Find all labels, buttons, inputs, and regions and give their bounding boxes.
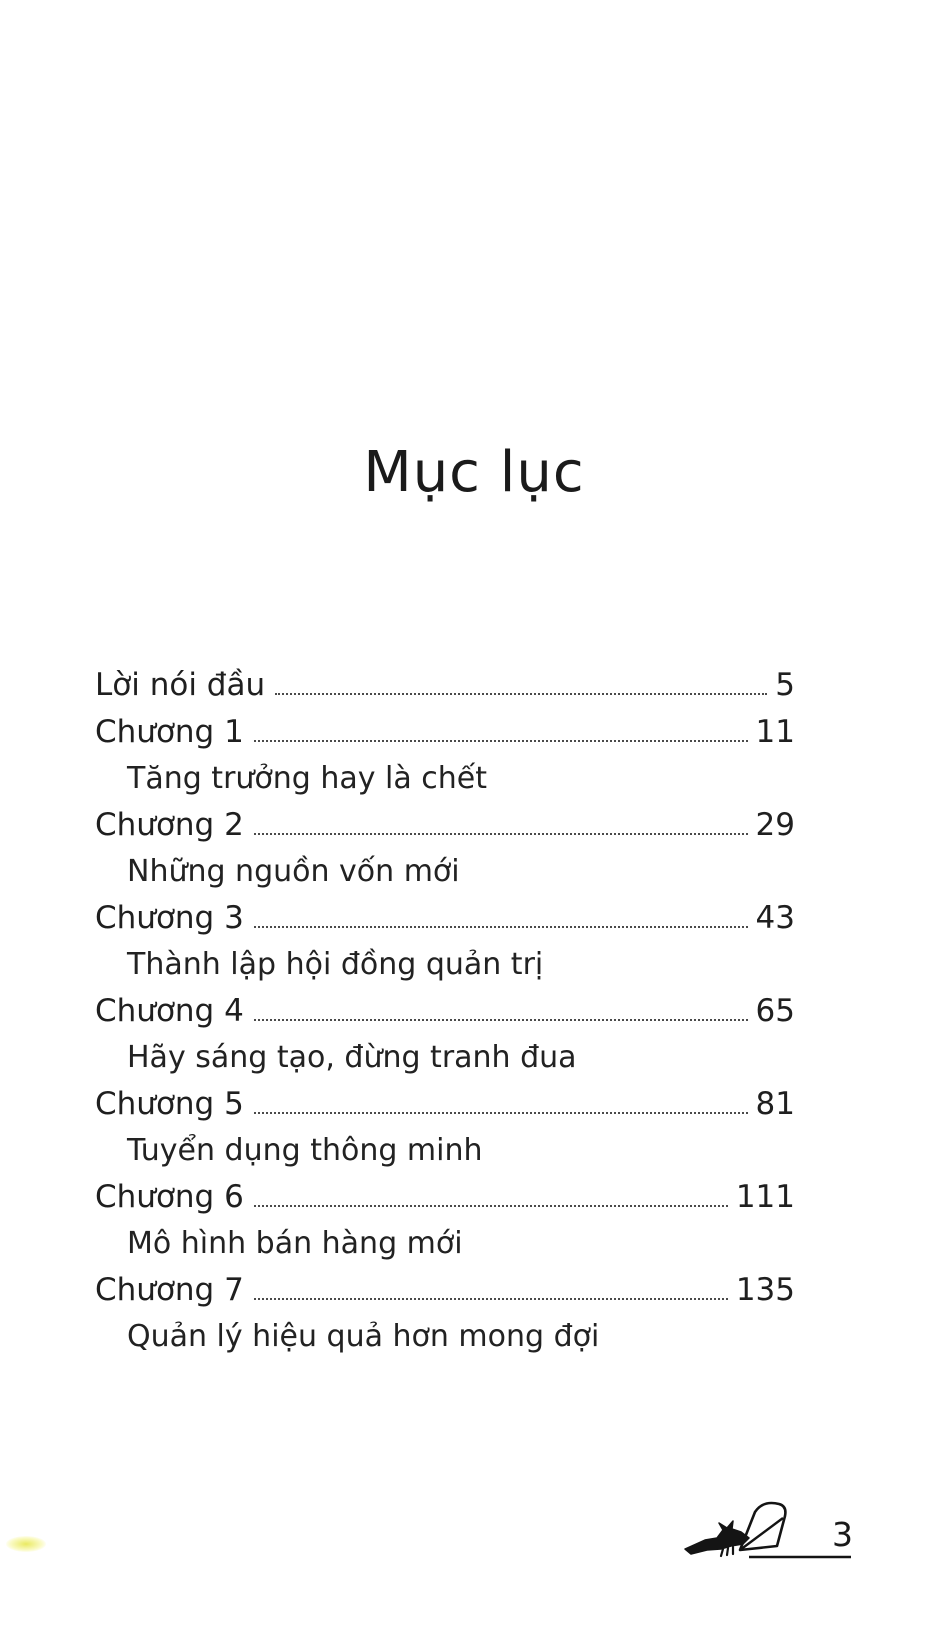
dot-leader [254, 1205, 728, 1207]
toc-entry-label: Chương 4 [95, 992, 244, 1029]
toc-entry-page: 81 [755, 1085, 795, 1122]
dot-leader [275, 693, 767, 695]
toc-entry [95, 1174, 795, 1221]
toc-entry-subtitle: Thành lập hội đồng quản trị [127, 946, 544, 982]
page-number: 3 [832, 1515, 853, 1554]
toc-entry-label: Lời nói đầu [95, 667, 266, 704]
toc-entry [95, 895, 795, 942]
dot-leader [254, 833, 748, 835]
toc-entry-label: Chương 2 [95, 806, 244, 843]
toc-entry [95, 709, 795, 756]
bird-with-kite-ornament-icon [683, 1492, 853, 1564]
page-footer [683, 1492, 853, 1564]
toc-entry-label: Chương 7 [95, 1271, 244, 1308]
toc-entry-subtitle: Tăng trưởng hay là chết [127, 760, 488, 796]
toc-entry-subtitle: Mô hình bán hàng mới [127, 1225, 463, 1261]
toc-entry-label: Chương 3 [95, 899, 244, 936]
toc-entry-label: Chương 1 [95, 713, 244, 750]
page-title: Mục lục [363, 440, 585, 505]
toc-entry-subtitle: Tuyển dụng thông minh [127, 1132, 483, 1168]
toc-entry-subtitle: Quản lý hiệu quả hơn mong đợi [127, 1318, 600, 1354]
toc-entry-page: 111 [735, 1178, 795, 1215]
dot-leader [254, 1112, 748, 1114]
dot-leader [254, 1298, 728, 1300]
toc-entry-page: 65 [755, 992, 795, 1029]
toc-entry-page: 29 [755, 806, 795, 843]
toc-entry-label: Chương 6 [95, 1178, 244, 1215]
toc-entry [95, 802, 795, 849]
toc-entry-page: 135 [735, 1271, 795, 1308]
toc-entry-page: 5 [775, 667, 795, 704]
dot-leader [254, 1019, 748, 1021]
toc-entry-subtitle: Những nguồn vốn mới [127, 853, 460, 889]
dot-leader [254, 740, 748, 742]
toc-entry [95, 662, 795, 709]
toc-entry [95, 988, 795, 1035]
dot-leader [254, 926, 748, 928]
toc-entry-page: 11 [755, 713, 795, 750]
table-of-contents [95, 662, 795, 1360]
toc-entry [95, 1081, 795, 1128]
toc-entry [95, 1267, 795, 1314]
toc-entry-label: Chương 5 [95, 1085, 244, 1122]
yellow-smudge-mark [6, 1536, 46, 1552]
toc-entry-subtitle: Hãy sáng tạo, đừng tranh đua [127, 1039, 577, 1075]
toc-entry-page: 43 [755, 899, 795, 936]
